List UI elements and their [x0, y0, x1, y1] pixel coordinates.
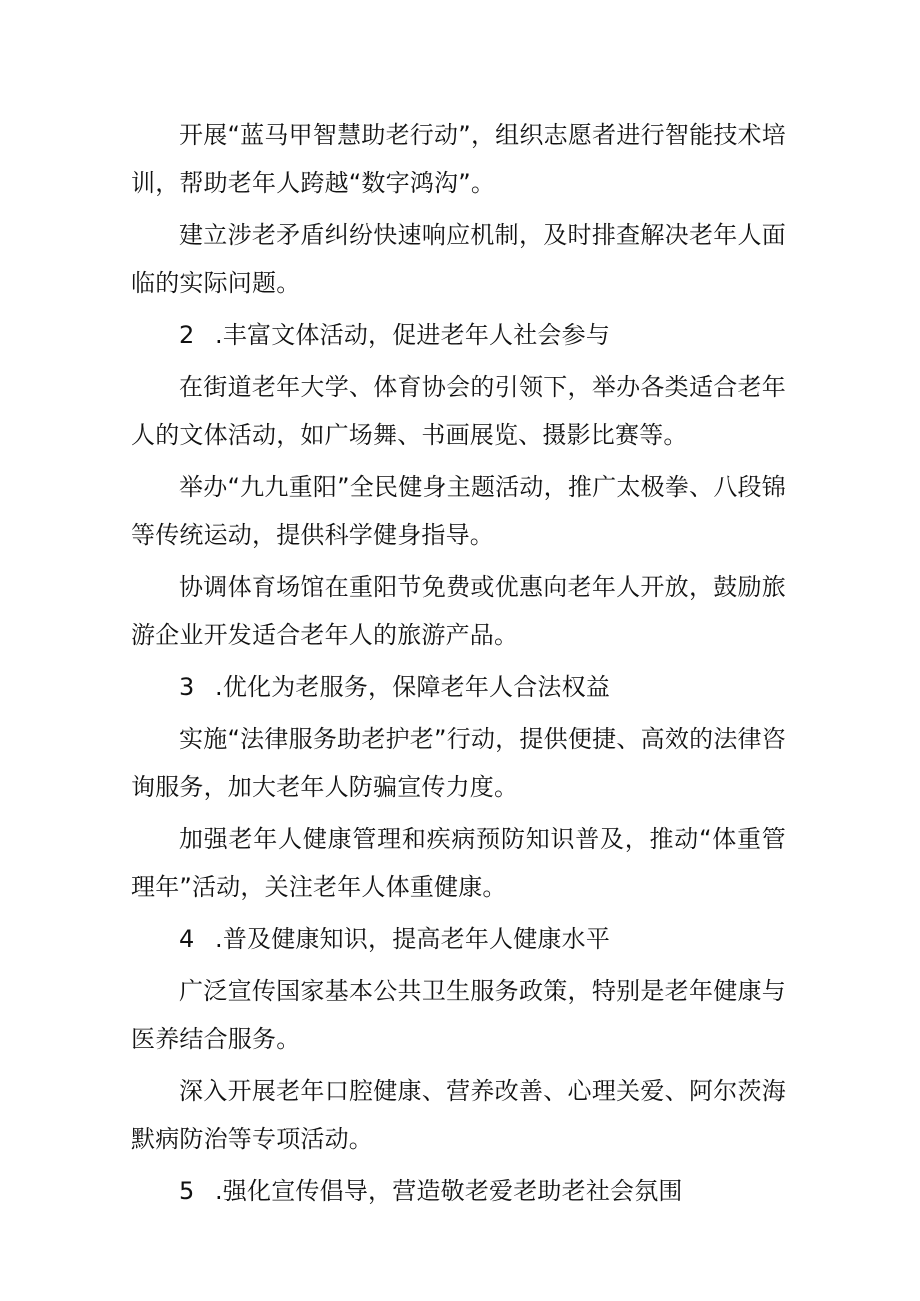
section-title: .普及健康知识，提高老年人健康水平	[215, 925, 611, 953]
paragraph-special-activities: 深入开展老年口腔健康、营养改善、心理关爱、阿尔茨海默病防治等专项活动。	[131, 1077, 786, 1153]
section-title: .丰富文体活动，促进老年人社会参与	[215, 321, 611, 349]
document-body	[131, 111, 786, 1219]
paragraph-health-policy: 广泛宣传国家基本公共卫生服务政策，特别是老年健康与医养结合服务。	[131, 977, 786, 1053]
section-number: 5	[179, 1177, 195, 1205]
paragraph-venues-tourism: 协调体育场馆在重阳节免费或优惠向老年人开放，鼓励旅游企业开发适合老年人的旅游产品。	[131, 573, 786, 649]
section-heading-2	[131, 311, 786, 359]
section-heading-3	[131, 663, 786, 711]
paragraph-cultural-activities: 在街道老年大学、体育协会的引领下，举办各类适合老年人的文体活动，如广场舞、书画展览、摄影比赛等。	[131, 373, 786, 449]
section-title: .强化宣传倡导，营造敬老爱老助老社会氛围	[215, 1177, 683, 1205]
section-heading-4	[131, 915, 786, 963]
paragraph-fitness-event: 举办“九九重阳”全民健身主题活动，推广太极拳、八段锦等传统运动，提供科学健身指导。	[131, 473, 786, 549]
section-number: 2	[179, 321, 195, 349]
section-number: 3	[179, 673, 195, 701]
section-heading-5	[131, 1167, 786, 1215]
paragraph-legal-services: 实施“法律服务助老护老”行动，提供便捷、高效的法律咨询服务，加大老年人防骗宣传力度。	[131, 725, 786, 801]
paragraph-smart-aid: 开展“蓝马甲智慧助老行动”，组织志愿者进行智能技术培训，帮助老年人跨越“数字鸿沟”。	[131, 121, 786, 197]
paragraph-health-management: 加强老年人健康管理和疾病预防知识普及，推动“体重管理年”活动，关注老年人体重健康。	[131, 825, 786, 901]
paragraph-dispute-mechanism: 建立涉老矛盾纠纷快速响应机制，及时排查解决老年人面临的实际问题。	[131, 221, 786, 297]
section-title: .优化为老服务，保障老年人合法权益	[215, 673, 611, 701]
section-number: 4	[179, 925, 195, 953]
